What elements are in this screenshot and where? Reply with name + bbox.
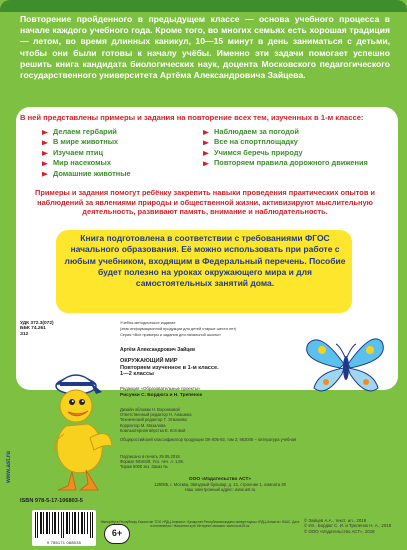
credits-block <box>120 407 290 433</box>
duckling-illustration <box>30 326 120 496</box>
topic-item: Наблюдаем за погодой <box>202 127 368 137</box>
credit-line: Компьютерная вёрстка Е. Котовой <box>120 427 186 433</box>
book-grades: 1—2 классы <box>120 371 154 378</box>
publisher-block <box>120 476 320 493</box>
author-mark: З12 <box>20 331 29 337</box>
book-subtitle: Повторяем изученное в 1-м классе. <box>120 364 219 371</box>
topic-item: Все на спортплощадку <box>202 137 368 147</box>
book-title: ОКРУЖАЮЩИЙ МИР <box>120 358 178 364</box>
barcode-bars-icon <box>32 510 96 540</box>
fgos-text: Книга подготовлена в соответствии с требованиями ФГОС начального образования. Её можно использовать при работе с любым учебником, входящим в Федеральный перечень. Пособие будет полезно на уроках окружающего мира и для самостоятельных занятий дома. <box>64 233 346 289</box>
illustrators-line: Рисунки С. Бордюга и Н. Трепенок <box>120 393 203 398</box>
copyright-line: © Зайцев А.А., текст, ил., 2018 <box>304 518 367 523</box>
credit-line: Технический редактор Т. Этманова <box>120 417 187 423</box>
publisher-address: 129085, г. Москва, Звёздный бульвар, д. 21, строение 1, комната 39 <box>154 482 286 488</box>
series-name: Серия «Все примеры и задания для начальной школы» <box>120 332 222 337</box>
age-rating-badge: 6+ <box>104 524 130 544</box>
topic-list-right <box>202 127 368 169</box>
panel-heading: В ней представлены примеры и задания на повторение всех тем, изученных в 1-м классе: <box>20 113 364 122</box>
publisher-name: ООО «Издательство АСТ» <box>188 477 252 482</box>
author-name: Артём Александрович Зайцев <box>120 347 196 353</box>
fine-print: Импортёр в Республику Казахстан ТОО «РДЦ-Алматы». Қазақстан Республикасындағы импорттаушы «РДЦ-Алматы» ЖШС. Дата изготовления / Жасалған күні: Интернет-магазин: www.book24.kz <box>100 520 300 528</box>
topic-item: Мир насекомых <box>41 158 131 168</box>
print-info-line: Тираж 5000 экз. Заказ № <box>120 464 168 470</box>
topic-list-left <box>41 127 131 179</box>
udk-block <box>20 321 80 337</box>
website-url[interactable]: www.ast.ru <box>6 451 12 483</box>
print-info-line: Формат 60x84/8. Усл. печ. л. 1,86. <box>120 459 185 465</box>
topic-item: Изучаем птиц <box>41 148 131 158</box>
print-info-line: Подписано в печать 29.05.2018. <box>120 454 181 459</box>
summary-text: Примеры и задания помогут ребёнку закрепить навыки проведения практических опытов и наблюдений за явлениями природы и общественной жизни, активизируют мыслительную деятельность, развивают память, внимание и наблюдательность. <box>35 188 375 217</box>
credit-line: Корректор М. Мазалова <box>120 422 166 428</box>
credit-line: Ответственный редактор Н. Анашина <box>120 412 192 418</box>
book-title-block <box>120 358 219 378</box>
publisher-email: Наш электронный адрес: www.ast.ru <box>184 487 256 493</box>
isbn-line: ISBN 978-5-17-106803-5 <box>20 498 83 504</box>
editorial-line: Редакция «Образовательные проекты» <box>120 386 201 391</box>
topic-item: В мире животных <box>41 137 131 147</box>
copyright-block <box>304 518 396 534</box>
classifier-line: Общероссийский классификатор продукции ОК-005-93, том 2; 953005 – литература учебная <box>120 437 297 442</box>
topic-item: Делаем гербарий <box>41 127 131 137</box>
topic-item: Учимся беречь природу <box>202 148 368 158</box>
bbk-line: ББК 74.261 <box>20 326 46 332</box>
age-note: (знак информационной продукции для детей старше шести лет) <box>120 326 237 331</box>
intro-text: Повторение пройденного в предыдущем классе — основа учебного процесса в начале каждого учебного года. Кроме того, во многих семьях есть хорошая традиция — летом, во время длинных каникул, 10—15 минут в день заниматься с детьми, чтобы они были готовы к началу учёбы. Именно эти задачи помогает успешно решить книга кандидата биологических наук, доцента Московского педагогического государственного университета Артёма Александровича Зайцева. <box>20 14 390 81</box>
credit-line: Дизайн обложки Н. Воронковой <box>120 407 180 412</box>
topic-item: Домашние животные <box>41 169 131 179</box>
udk-line: УДК 372.3(072) <box>20 321 54 326</box>
copyright-line: © ООО «Издательство АСТ», 2018 <box>304 528 375 534</box>
barcode-number: 9 785171 068035 <box>46 540 82 545</box>
butterfly-illustration <box>300 330 390 400</box>
top-band <box>0 0 407 12</box>
edition-type: Учебно-методическое издание <box>120 320 176 325</box>
topic-item: Повторяем правила дорожного движения <box>202 158 368 168</box>
print-info-block <box>120 454 290 469</box>
website-strip <box>0 420 14 520</box>
copyright-line: © Ил., Бордюг С. И. и Трепенок Н. А., 2018 <box>304 523 392 529</box>
